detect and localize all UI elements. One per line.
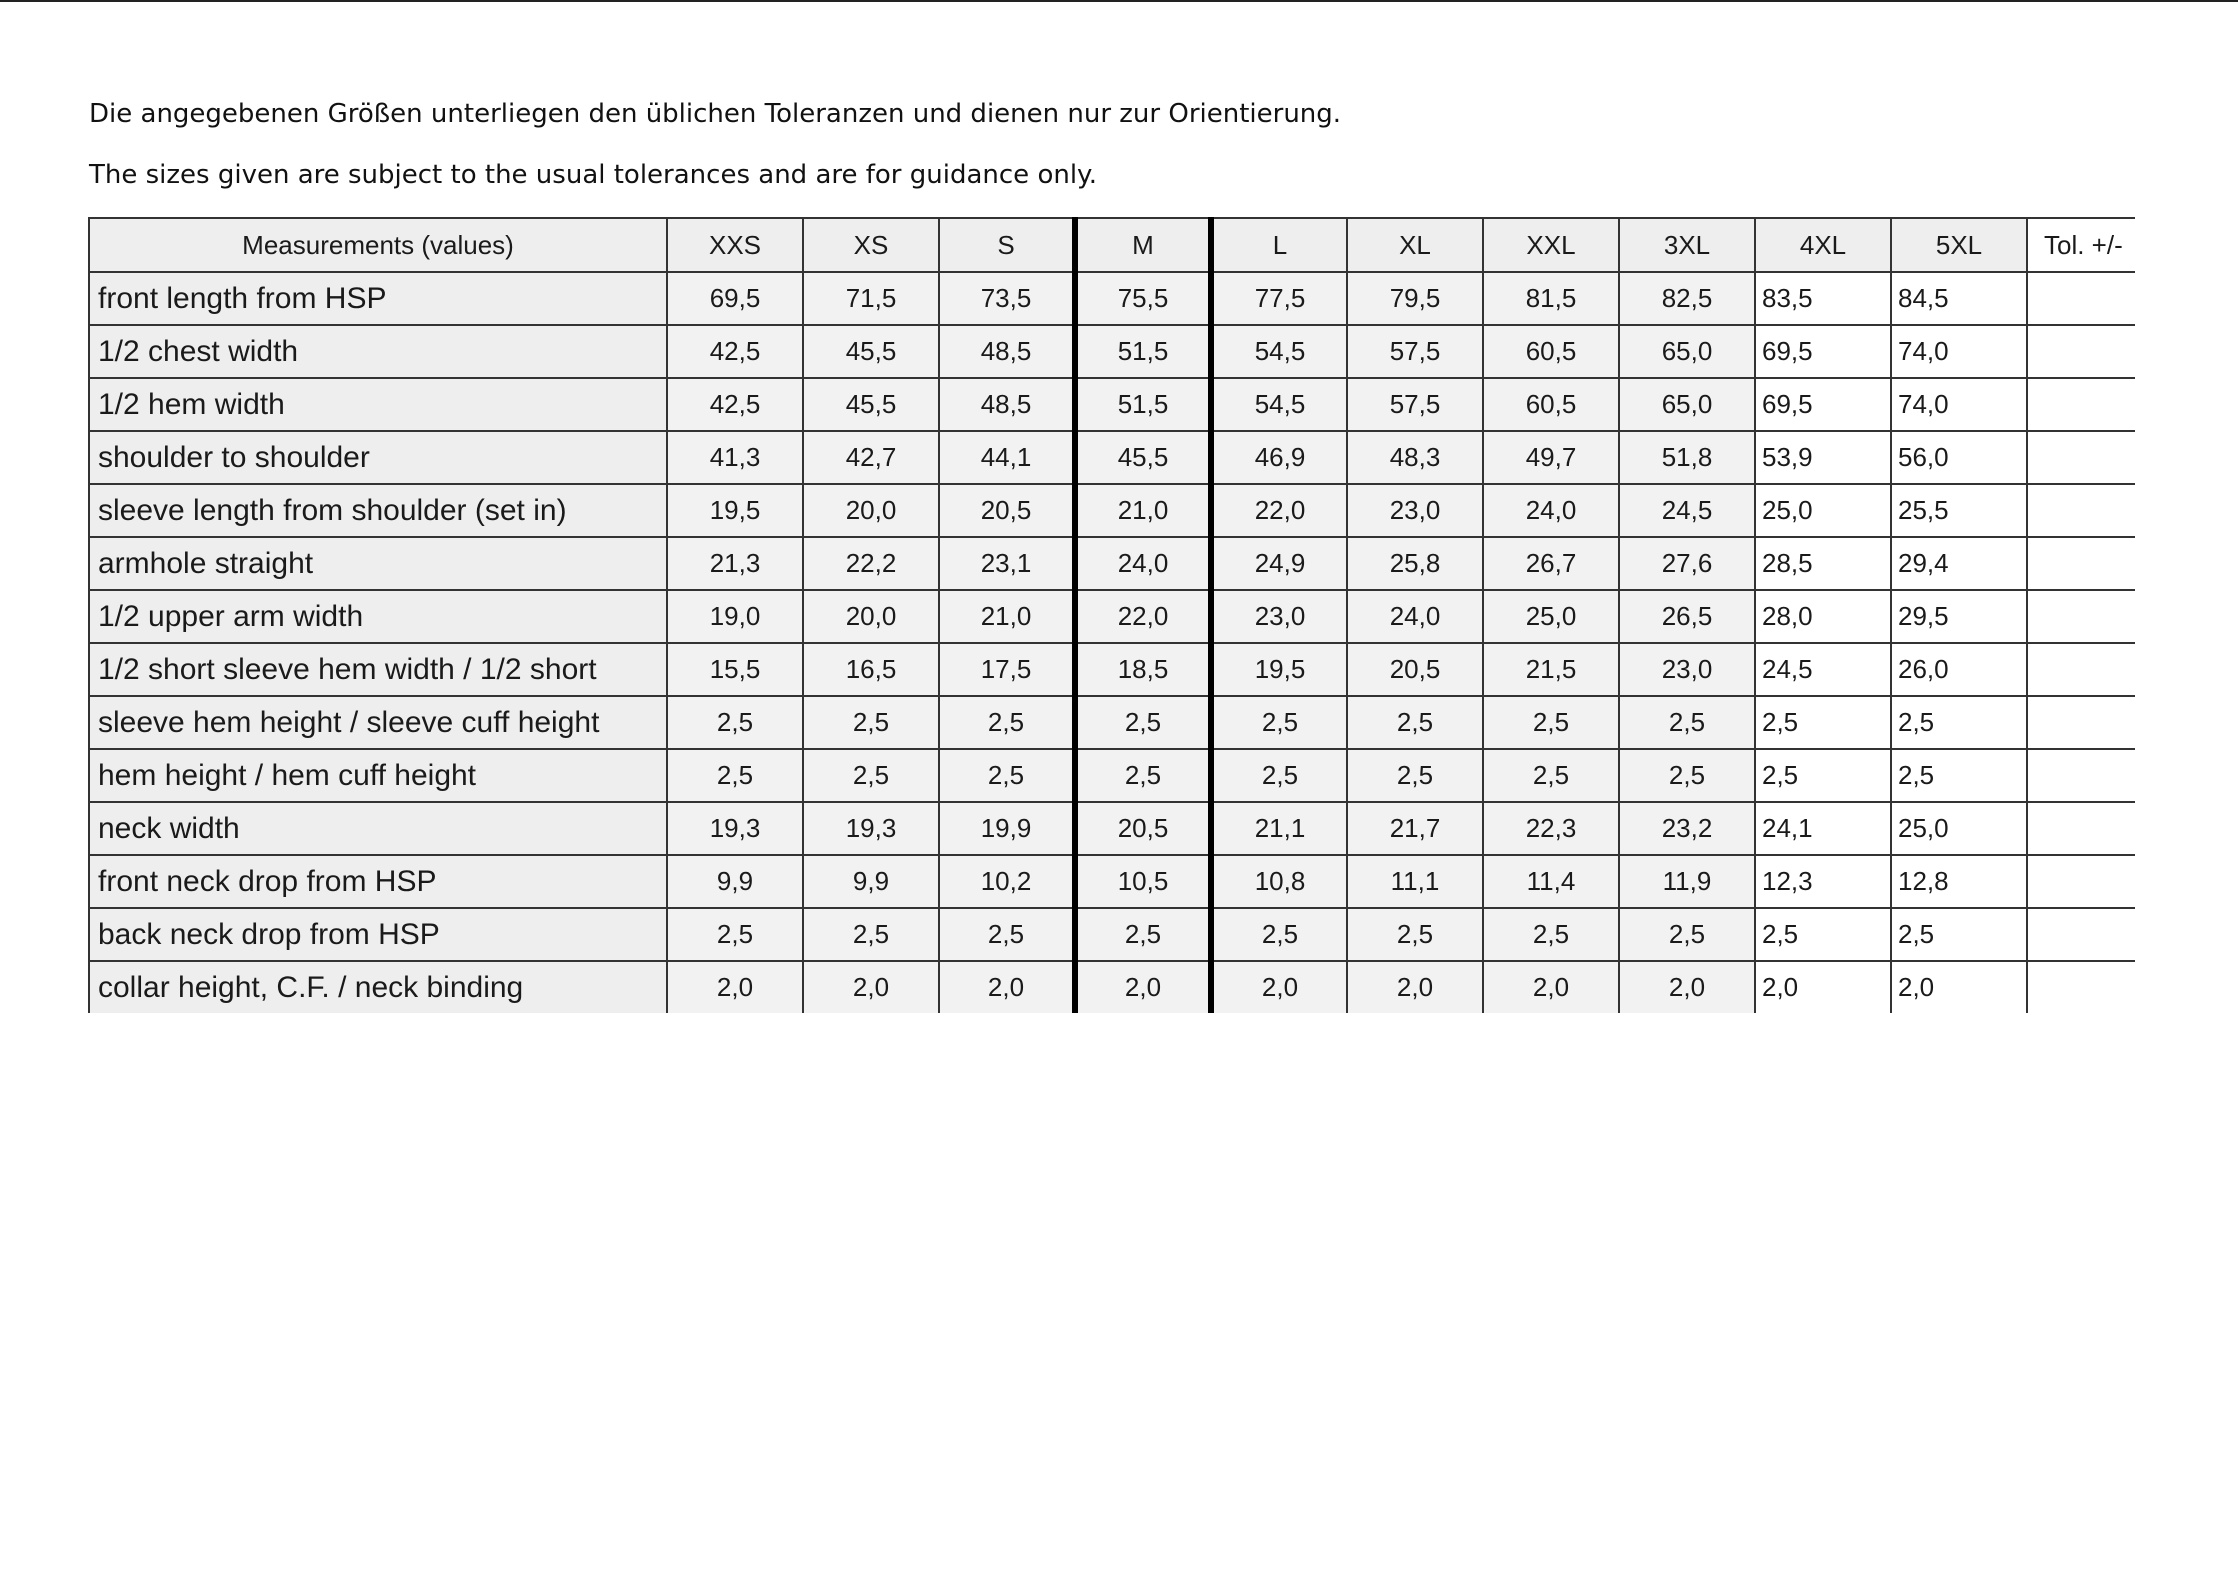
measurement-value-s: 73,5	[939, 272, 1075, 325]
measurement-label: front length from HSP	[89, 272, 667, 325]
measurement-value-xxs: 2,5	[667, 749, 803, 802]
measurement-value-xs: 20,0	[803, 484, 939, 537]
measurement-value-3xl: 2,0	[1619, 961, 1755, 1013]
measurement-label: 1/2 chest width	[89, 325, 667, 378]
tolerance-cell	[2027, 537, 2135, 590]
measurement-value-3xl: 51,8	[1619, 431, 1755, 484]
measurement-label: front neck drop from HSP	[89, 855, 667, 908]
measurement-value-m: 2,5	[1075, 908, 1211, 961]
measurement-value-l: 22,0	[1211, 484, 1347, 537]
measurement-value-xl: 48,3	[1347, 431, 1483, 484]
measurement-value-3xl: 24,5	[1619, 484, 1755, 537]
measurement-value-xxs: 19,3	[667, 802, 803, 855]
measurement-value-l: 2,5	[1211, 696, 1347, 749]
measurement-value-l: 21,1	[1211, 802, 1347, 855]
measurement-value-4xl: 24,5	[1755, 643, 1891, 696]
measurement-value-xxl: 2,5	[1483, 696, 1619, 749]
measurement-value-5xl: 74,0	[1891, 325, 2027, 378]
size-header-s: S	[939, 218, 1075, 272]
measurement-value-s: 2,0	[939, 961, 1075, 1013]
measurement-value-xl: 2,5	[1347, 908, 1483, 961]
measurement-label: back neck drop from HSP	[89, 908, 667, 961]
measurement-value-l: 54,5	[1211, 378, 1347, 431]
measurement-label: shoulder to shoulder	[89, 431, 667, 484]
measurement-value-4xl: 2,5	[1755, 696, 1891, 749]
measurement-value-4xl: 28,0	[1755, 590, 1891, 643]
measurement-value-3xl: 65,0	[1619, 325, 1755, 378]
measurement-value-xl: 23,0	[1347, 484, 1483, 537]
measurement-label: sleeve hem height / sleeve cuff height	[89, 696, 667, 749]
measurement-value-5xl: 29,4	[1891, 537, 2027, 590]
measurement-value-3xl: 2,5	[1619, 749, 1755, 802]
measurement-value-4xl: 69,5	[1755, 378, 1891, 431]
tolerance-note-english: The sizes given are subject to the usual tolerances and are for guidance only.	[89, 160, 1097, 190]
measurement-value-m: 21,0	[1075, 484, 1211, 537]
measurement-value-4xl: 28,5	[1755, 537, 1891, 590]
measurement-value-4xl: 2,0	[1755, 961, 1891, 1013]
table-row	[89, 378, 2135, 431]
measurement-value-xxs: 15,5	[667, 643, 803, 696]
measurement-value-xl: 21,7	[1347, 802, 1483, 855]
tolerance-header: Tol. +/-	[2027, 218, 2135, 272]
measurement-value-xxs: 2,5	[667, 696, 803, 749]
measurement-value-3xl: 11,9	[1619, 855, 1755, 908]
table-row	[89, 431, 2135, 484]
measurement-value-l: 2,5	[1211, 908, 1347, 961]
measurement-value-s: 19,9	[939, 802, 1075, 855]
measurement-value-xxs: 19,5	[667, 484, 803, 537]
measurement-value-m: 22,0	[1075, 590, 1211, 643]
measurement-label: armhole straight	[89, 537, 667, 590]
measurement-value-xs: 2,5	[803, 749, 939, 802]
measurement-value-xxl: 21,5	[1483, 643, 1619, 696]
tolerance-cell	[2027, 749, 2135, 802]
measurement-value-4xl: 25,0	[1755, 484, 1891, 537]
measurement-value-s: 17,5	[939, 643, 1075, 696]
size-header-xl: XL	[1347, 218, 1483, 272]
tolerance-cell	[2027, 272, 2135, 325]
tolerance-cell	[2027, 431, 2135, 484]
tolerance-cell	[2027, 961, 2135, 1013]
measurement-value-xxs: 69,5	[667, 272, 803, 325]
measurement-value-l: 23,0	[1211, 590, 1347, 643]
measurement-value-5xl: 26,0	[1891, 643, 2027, 696]
table-row	[89, 272, 2135, 325]
table-row	[89, 961, 2135, 1013]
measurement-value-xxl: 11,4	[1483, 855, 1619, 908]
tolerance-cell	[2027, 855, 2135, 908]
measurement-value-5xl: 56,0	[1891, 431, 2027, 484]
measurement-value-s: 23,1	[939, 537, 1075, 590]
measurement-value-xs: 42,7	[803, 431, 939, 484]
measurement-value-xxl: 2,5	[1483, 908, 1619, 961]
measurement-label: collar height, C.F. / neck binding	[89, 961, 667, 1013]
table-row	[89, 802, 2135, 855]
measurement-value-5xl: 74,0	[1891, 378, 2027, 431]
measurement-value-3xl: 2,5	[1619, 908, 1755, 961]
measurement-value-m: 2,0	[1075, 961, 1211, 1013]
table-row	[89, 749, 2135, 802]
measurement-value-m: 24,0	[1075, 537, 1211, 590]
size-header-xxs: XXS	[667, 218, 803, 272]
measurement-value-xxl: 81,5	[1483, 272, 1619, 325]
tolerance-note-german: Die angegebenen Größen unterliegen den üblichen Toleranzen und dienen nur zur Orientierung.	[89, 99, 1342, 129]
measurement-value-5xl: 2,5	[1891, 696, 2027, 749]
measurement-value-m: 18,5	[1075, 643, 1211, 696]
measurement-value-5xl: 2,5	[1891, 908, 2027, 961]
table-row	[89, 590, 2135, 643]
measurement-value-4xl: 83,5	[1755, 272, 1891, 325]
measurement-value-xs: 2,5	[803, 696, 939, 749]
measurement-value-s: 2,5	[939, 696, 1075, 749]
measurement-value-xxs: 9,9	[667, 855, 803, 908]
measurements-header: Measurements (values)	[89, 218, 667, 272]
measurement-value-l: 10,8	[1211, 855, 1347, 908]
measurement-value-xl: 2,0	[1347, 961, 1483, 1013]
size-header-3xl: 3XL	[1619, 218, 1755, 272]
size-chart-table	[88, 217, 2135, 1013]
table-row	[89, 643, 2135, 696]
measurement-value-xs: 9,9	[803, 855, 939, 908]
measurement-value-xxl: 22,3	[1483, 802, 1619, 855]
measurement-value-l: 2,5	[1211, 749, 1347, 802]
measurement-value-xl: 57,5	[1347, 378, 1483, 431]
measurement-value-s: 20,5	[939, 484, 1075, 537]
measurement-value-xxs: 42,5	[667, 378, 803, 431]
measurement-value-4xl: 24,1	[1755, 802, 1891, 855]
measurement-value-3xl: 65,0	[1619, 378, 1755, 431]
measurement-label: 1/2 short sleeve hem width / 1/2 short	[89, 643, 667, 696]
measurement-value-m: 51,5	[1075, 378, 1211, 431]
measurement-value-5xl: 25,5	[1891, 484, 2027, 537]
measurement-value-xxs: 21,3	[667, 537, 803, 590]
size-header-xxl: XXL	[1483, 218, 1619, 272]
table-row	[89, 696, 2135, 749]
size-header-m: M	[1075, 218, 1211, 272]
measurement-value-xxl: 60,5	[1483, 325, 1619, 378]
tolerance-cell	[2027, 378, 2135, 431]
table-row	[89, 908, 2135, 961]
measurement-value-xxl: 26,7	[1483, 537, 1619, 590]
tolerance-cell	[2027, 802, 2135, 855]
measurement-value-5xl: 12,8	[1891, 855, 2027, 908]
tolerance-cell	[2027, 908, 2135, 961]
measurement-value-l: 46,9	[1211, 431, 1347, 484]
tolerance-cell	[2027, 643, 2135, 696]
measurement-value-xs: 16,5	[803, 643, 939, 696]
size-header-4xl: 4XL	[1755, 218, 1891, 272]
measurement-value-s: 21,0	[939, 590, 1075, 643]
measurement-value-m: 2,5	[1075, 696, 1211, 749]
measurement-value-5xl: 2,5	[1891, 749, 2027, 802]
measurement-value-l: 2,0	[1211, 961, 1347, 1013]
measurement-value-xl: 20,5	[1347, 643, 1483, 696]
size-header-5xl: 5XL	[1891, 218, 2027, 272]
measurement-value-m: 51,5	[1075, 325, 1211, 378]
measurement-value-4xl: 69,5	[1755, 325, 1891, 378]
measurement-value-l: 54,5	[1211, 325, 1347, 378]
measurement-value-s: 48,5	[939, 325, 1075, 378]
tolerance-cell	[2027, 590, 2135, 643]
measurement-value-xxl: 49,7	[1483, 431, 1619, 484]
table-row	[89, 484, 2135, 537]
measurement-value-5xl: 84,5	[1891, 272, 2027, 325]
size-table-body	[89, 272, 2135, 1013]
tolerance-cell	[2027, 696, 2135, 749]
measurement-label: sleeve length from shoulder (set in)	[89, 484, 667, 537]
measurement-value-4xl: 12,3	[1755, 855, 1891, 908]
measurement-value-5xl: 29,5	[1891, 590, 2027, 643]
measurement-value-xl: 79,5	[1347, 272, 1483, 325]
measurement-value-3xl: 23,2	[1619, 802, 1755, 855]
measurement-value-xxs: 19,0	[667, 590, 803, 643]
measurement-value-l: 19,5	[1211, 643, 1347, 696]
table-row	[89, 325, 2135, 378]
measurement-value-3xl: 27,6	[1619, 537, 1755, 590]
measurement-value-m: 20,5	[1075, 802, 1211, 855]
measurement-value-xs: 45,5	[803, 378, 939, 431]
measurement-value-xxl: 60,5	[1483, 378, 1619, 431]
measurement-value-xs: 45,5	[803, 325, 939, 378]
measurement-value-3xl: 2,5	[1619, 696, 1755, 749]
measurement-value-xs: 22,2	[803, 537, 939, 590]
measurement-value-s: 44,1	[939, 431, 1075, 484]
measurement-value-xs: 2,0	[803, 961, 939, 1013]
measurement-value-s: 48,5	[939, 378, 1075, 431]
measurement-value-xl: 2,5	[1347, 696, 1483, 749]
measurement-label: hem height / hem cuff height	[89, 749, 667, 802]
measurement-value-4xl: 53,9	[1755, 431, 1891, 484]
measurement-value-l: 77,5	[1211, 272, 1347, 325]
measurement-value-xxl: 25,0	[1483, 590, 1619, 643]
measurement-value-xs: 20,0	[803, 590, 939, 643]
measurement-value-xxl: 24,0	[1483, 484, 1619, 537]
measurement-value-m: 75,5	[1075, 272, 1211, 325]
measurement-value-4xl: 2,5	[1755, 749, 1891, 802]
measurement-value-xxl: 2,5	[1483, 749, 1619, 802]
tolerance-cell	[2027, 484, 2135, 537]
measurement-value-xl: 57,5	[1347, 325, 1483, 378]
measurement-value-5xl: 2,0	[1891, 961, 2027, 1013]
measurement-value-xs: 71,5	[803, 272, 939, 325]
tolerance-cell	[2027, 325, 2135, 378]
measurement-value-xxs: 41,3	[667, 431, 803, 484]
measurement-value-4xl: 2,5	[1755, 908, 1891, 961]
measurement-value-xxl: 2,0	[1483, 961, 1619, 1013]
measurement-value-xl: 2,5	[1347, 749, 1483, 802]
measurement-value-3xl: 82,5	[1619, 272, 1755, 325]
size-header-row	[89, 218, 2135, 272]
measurement-value-s: 2,5	[939, 749, 1075, 802]
measurement-value-xxs: 2,5	[667, 908, 803, 961]
measurement-value-xs: 19,3	[803, 802, 939, 855]
top-border-line	[0, 0, 2238, 2]
measurement-value-xxs: 2,0	[667, 961, 803, 1013]
measurement-value-s: 10,2	[939, 855, 1075, 908]
measurement-label: 1/2 hem width	[89, 378, 667, 431]
measurement-label: neck width	[89, 802, 667, 855]
size-header-l: L	[1211, 218, 1347, 272]
measurement-value-3xl: 23,0	[1619, 643, 1755, 696]
measurement-value-xl: 25,8	[1347, 537, 1483, 590]
table-row	[89, 537, 2135, 590]
measurement-value-5xl: 25,0	[1891, 802, 2027, 855]
measurement-value-l: 24,9	[1211, 537, 1347, 590]
measurement-value-xs: 2,5	[803, 908, 939, 961]
measurement-value-3xl: 26,5	[1619, 590, 1755, 643]
measurement-value-m: 45,5	[1075, 431, 1211, 484]
measurement-value-m: 2,5	[1075, 749, 1211, 802]
measurement-value-m: 10,5	[1075, 855, 1211, 908]
measurement-value-xl: 24,0	[1347, 590, 1483, 643]
measurement-value-xl: 11,1	[1347, 855, 1483, 908]
measurement-value-xxs: 42,5	[667, 325, 803, 378]
size-header-xs: XS	[803, 218, 939, 272]
table-row	[89, 855, 2135, 908]
measurement-value-s: 2,5	[939, 908, 1075, 961]
measurement-label: 1/2 upper arm width	[89, 590, 667, 643]
